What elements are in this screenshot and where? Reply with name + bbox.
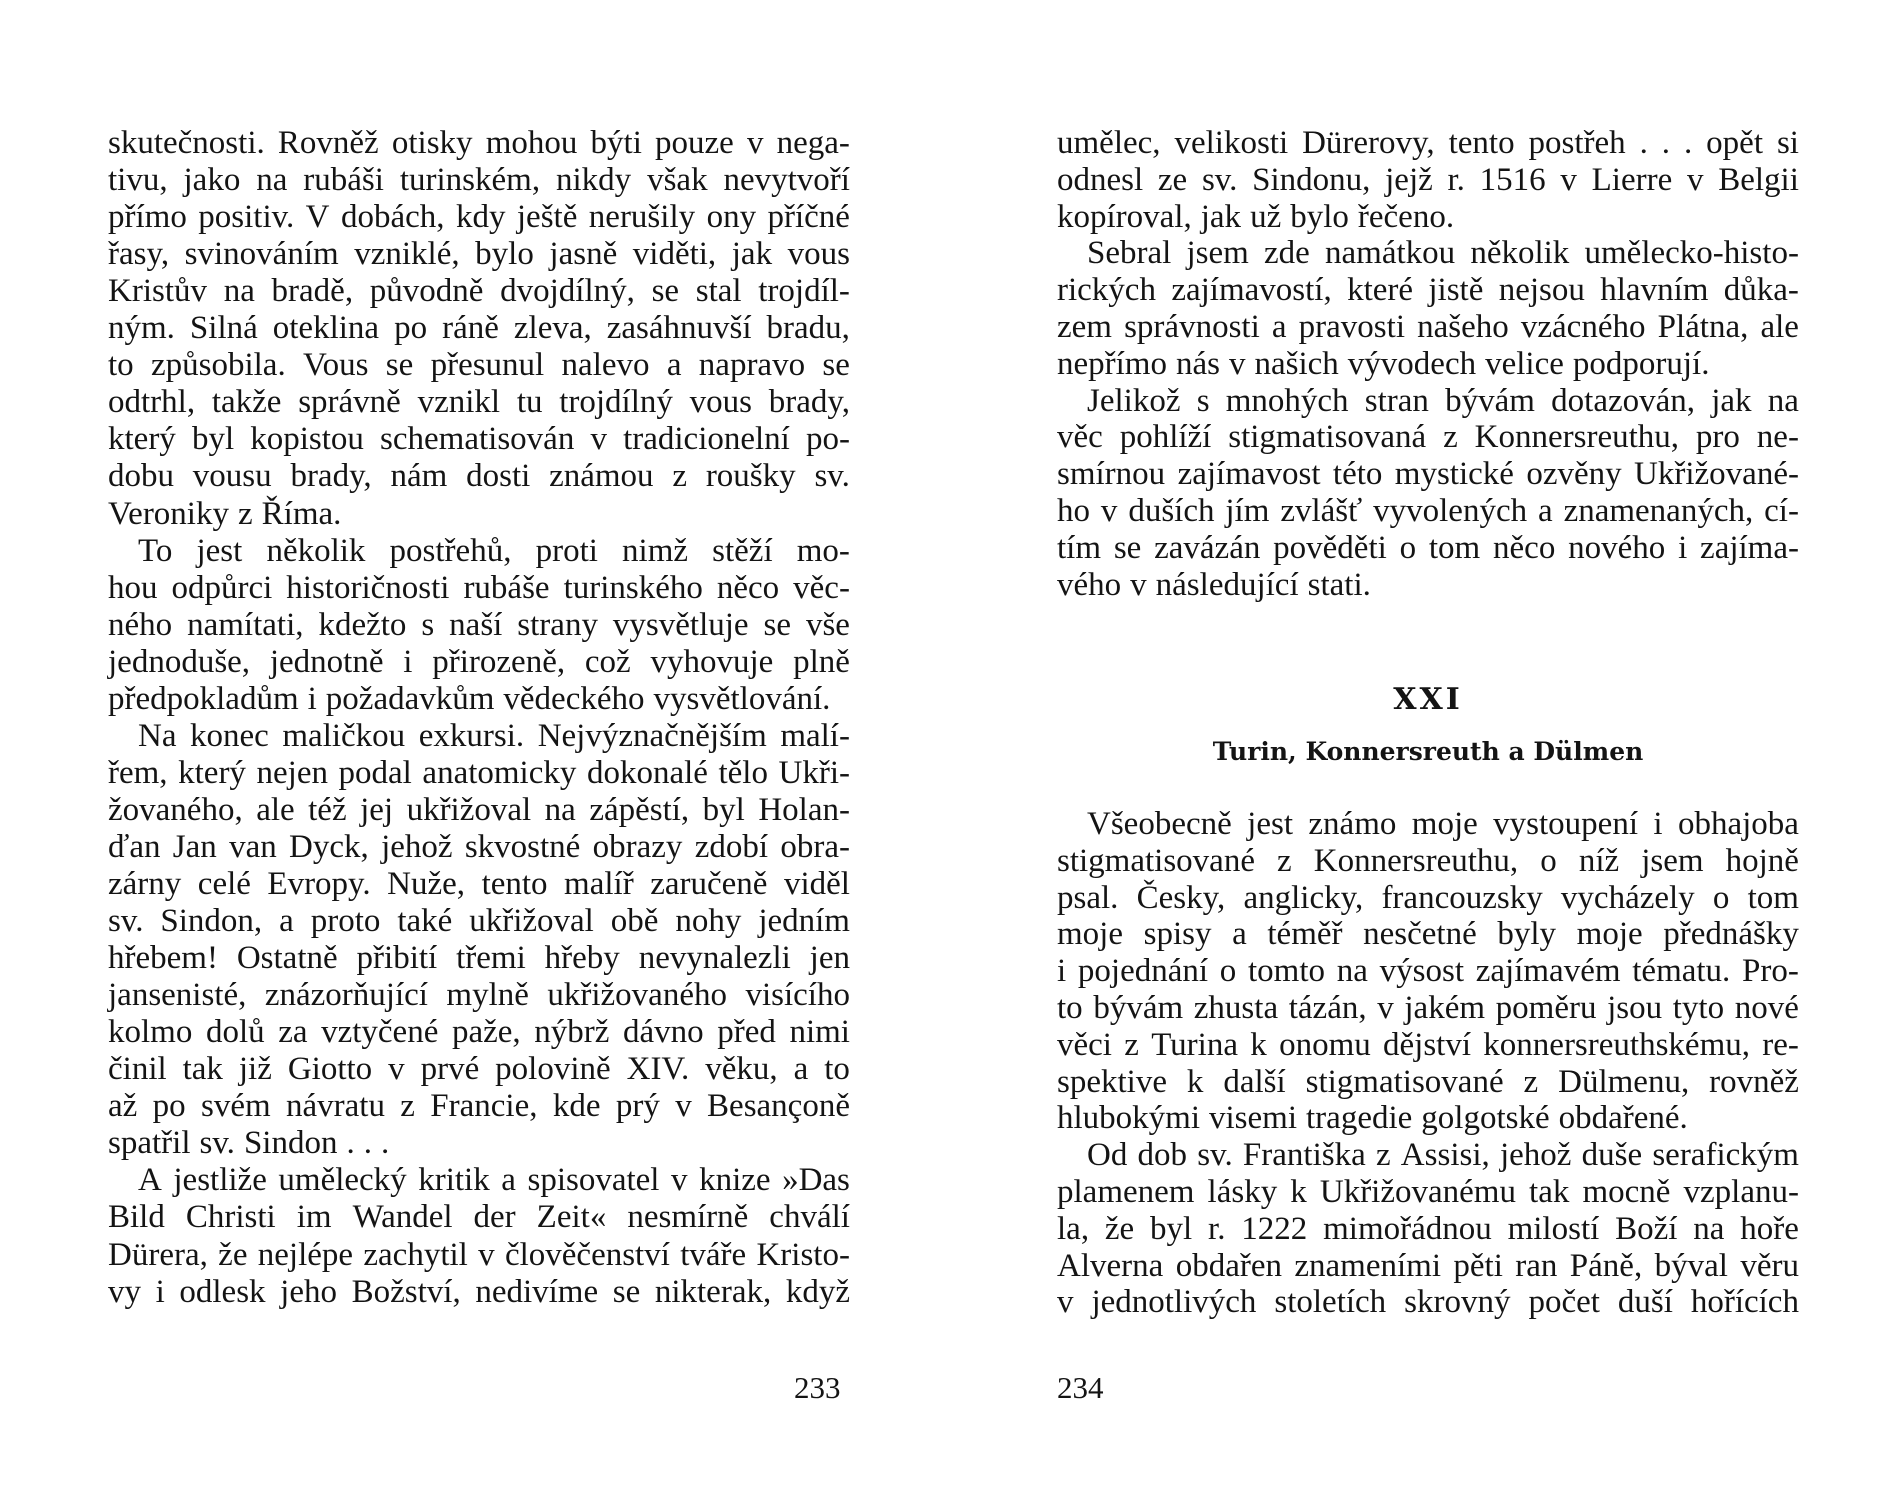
text-line: nepřímo nás v našich vývodech velice podporují. bbox=[1057, 345, 1710, 382]
text-line: tím se zavázán pověděti o tom něco nového i zajíma- bbox=[1057, 529, 1799, 566]
text-line: ďan Jan van Dyck, jehož skvostné obrazy zdobí obra- bbox=[108, 828, 850, 865]
text-line: vy i odlesk jeho Božství, nedivíme se nikterak, když bbox=[108, 1273, 850, 1310]
text-line: odtrhl, takže správně vznikl tu trojdílný vous brady, bbox=[108, 384, 850, 421]
text-line: skutečnosti. Rovněž otisky mohou býti pouze v nega- bbox=[108, 125, 850, 161]
text-line: řasy, svinováním vzniklé, bylo jasně viděti, jak vous bbox=[108, 236, 850, 273]
text-line: To jest několik postřehů, proti nimž stěží mo- bbox=[138, 532, 850, 569]
right-page bbox=[947, 0, 1894, 1500]
text-line: umělec, velikosti Dürerovy, tento postřeh . . . opět si bbox=[1057, 125, 1799, 161]
text-line: rických zajímavostí, které jistě nejsou hlavním důka- bbox=[1057, 272, 1799, 309]
text-line: přímo positiv. V dobách, kdy ještě nerušily ony příčné bbox=[108, 199, 850, 236]
text-line: v jednotlivých stoletích skrovný počet duší hořících bbox=[1057, 1284, 1799, 1321]
text-line: Kristův na bradě, původně dvojdílný, se stal trojdíl- bbox=[108, 273, 850, 310]
text-line: sv. Sindon, a proto také ukřižoval obě nohy jedním bbox=[108, 903, 850, 940]
text-line: i pojednání o tomto na výsost zajímavém tématu. Pro- bbox=[1057, 953, 1799, 990]
page-number-left: 233 bbox=[794, 1370, 841, 1405]
text-line: spatřil sv. Sindon . . . bbox=[108, 1125, 390, 1162]
text-line: věci z Turina k onomu dějství konnersreuthskému, re- bbox=[1057, 1026, 1799, 1063]
text-line: Všeobecně jest známo moje vystoupení i obhajoba bbox=[1087, 806, 1799, 842]
text-line: kolmo dolů za vztyčené paže, nýbrž dávno před nimi bbox=[108, 1014, 850, 1051]
text-line: Sebral jsem zde namátkou několik umělecko-histo- bbox=[1087, 235, 1799, 272]
text-line: A jestliže umělecký kritik a spisovatel v knize »Das bbox=[138, 1162, 850, 1199]
text-line: řem, který nejen podal anatomicky dokonalé tělo Ukři- bbox=[108, 754, 850, 791]
text-line: Na konec maličkou exkursi. Nejvýznačnějším malí- bbox=[138, 717, 850, 754]
text-line: zem správnosti a pravosti našeho vzácného Plátna, ale bbox=[1057, 309, 1799, 345]
page-number-right: 234 bbox=[1057, 1370, 1104, 1405]
text-line: kopíroval, jak už bylo řečeno. bbox=[1057, 198, 1455, 235]
text-line: vého v následující stati. bbox=[1057, 566, 1371, 603]
text-line: Jelikož s mnohých stran bývám dotazován, jak na bbox=[1087, 382, 1799, 419]
text-line: dobu vousu brady, nám dosti známou z roušky sv. bbox=[108, 458, 850, 495]
text-line: moje spisy a téměř nesčetné byly moje přednášky bbox=[1057, 916, 1799, 953]
text-line: zárny celé Evropy. Nuže, tento malíř zaručeně viděl bbox=[108, 866, 850, 902]
text-line: smírnou zajímavost této mystické ozvěny Ukřižované- bbox=[1057, 456, 1799, 493]
text-line: ného namítati, kdežto s naší strany vysvětluje se vše bbox=[108, 606, 850, 643]
text-line: Bild Christi im Wandel der Zeit« nesmírně chválí bbox=[108, 1199, 850, 1236]
text-line: věc pohlíží stigmatisovaná z Konnersreuthu, pro ne- bbox=[1057, 419, 1799, 456]
text-line: spektive k další stigmatisované z Dülmenu, rovněž bbox=[1057, 1063, 1799, 1100]
text-line: ho v duších jím zvlášť vyvolených a znamenaných, cí- bbox=[1057, 493, 1799, 529]
text-line: hřebem! Ostatně přibití třemi hřeby nevynalezli jen bbox=[108, 940, 850, 977]
text-line: předpokladům i požadavkům vědeckého vysvětlování. bbox=[108, 680, 831, 717]
text-line: psal. Česky, anglicky, francouzsky vycházely o tom bbox=[1057, 879, 1799, 916]
text-line: stigmatisované z Konnersreuthu, o níž jsem hojně bbox=[1057, 842, 1799, 879]
text-line: Veroniky z Říma. bbox=[108, 495, 342, 532]
text-line: Od dob sv. Františka z Assisi, jehož duše serafickým bbox=[1087, 1137, 1799, 1174]
text-line: plamenem lásky k Ukřižovanému tak mocně vzplanu- bbox=[1057, 1174, 1799, 1210]
text-line: to bývám zhusta tázán, v jakém poměru jsou tyto nové bbox=[1057, 990, 1799, 1026]
text-line: až po svém návratu z Francie, kde prý v Besançoně bbox=[108, 1088, 850, 1125]
text-line: žovaného, ale též jej ukřižoval na zápěstí, byl Holan- bbox=[108, 791, 850, 828]
text-line: hou odpůrci historičnosti rubáše turinského něco věc- bbox=[108, 569, 850, 606]
text-line: činil tak již Giotto v prvé polovině XIV. věku, a to bbox=[108, 1051, 850, 1088]
text-line: tivu, jako na rubáši turinském, nikdy však nevytvoří bbox=[108, 162, 850, 199]
text-line: la, že byl r. 1222 mimořádnou milostí Boží na hoře bbox=[1057, 1210, 1799, 1247]
text-line: odnesl ze sv. Sindonu, jejž r. 1516 v Lierre v Belgii bbox=[1057, 161, 1799, 198]
text-line: Alverna obdařen znameními pěti ran Páně, býval věru bbox=[1057, 1247, 1799, 1284]
text-line: hlubokými visemi tragedie golgotské obdařené. bbox=[1057, 1100, 1688, 1137]
chapter-title: Turin, Konnersreuth a Dülmen bbox=[1212, 737, 1644, 766]
text-line: Dürera, že nejlépe zachytil v člověčenství tváře Kristo- bbox=[108, 1236, 850, 1273]
chapter-number: XXI bbox=[1393, 682, 1463, 717]
text-line: jednoduše, jednotně i přirozeně, což vyhovuje plně bbox=[108, 643, 850, 680]
text-line: ným. Silná oteklina po ráně zleva, zasáhnuvší bradu, bbox=[108, 310, 850, 347]
text-line: to způsobila. Vous se přesunul nalevo a napravo se bbox=[108, 347, 850, 384]
text-line: jansenisté, znázorňující mylně ukřižovaného visícího bbox=[108, 977, 850, 1014]
text-line: který byl kopistou schematisován v tradicionelní po- bbox=[108, 421, 850, 458]
